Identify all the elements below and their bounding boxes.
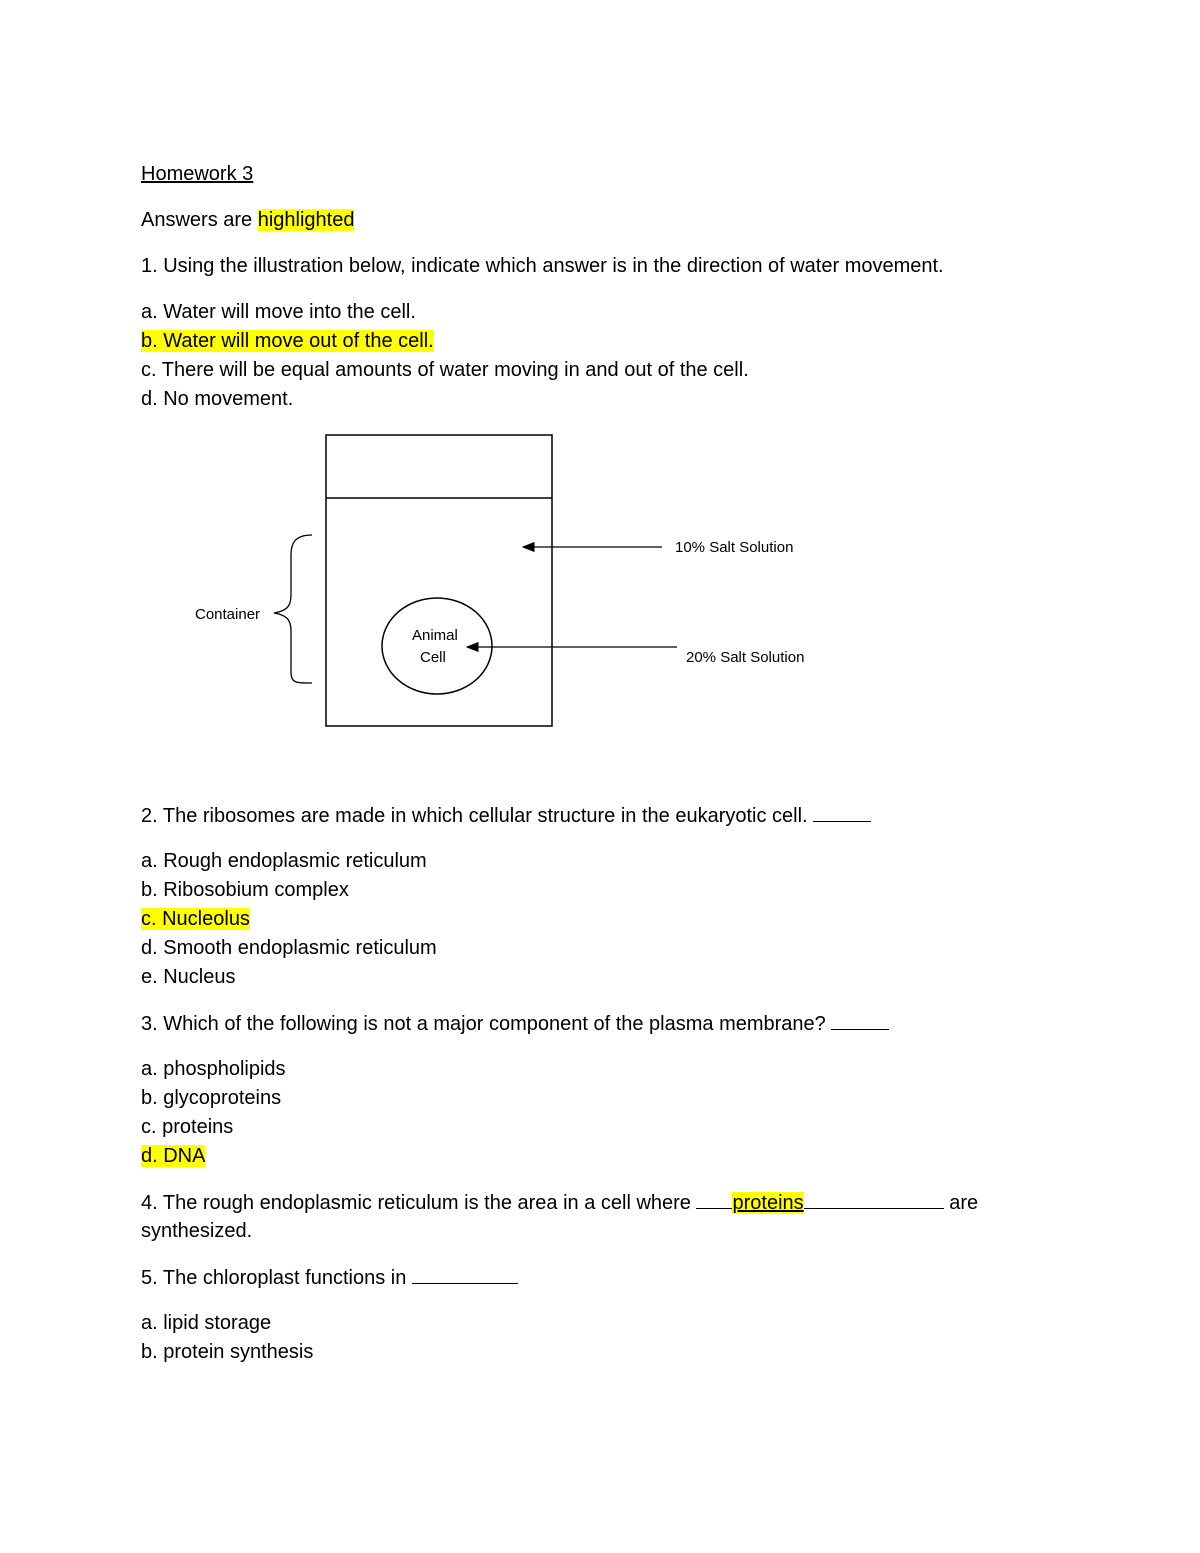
q1-option-c: c. There will be equal amounts of water moving in and out of the cell. xyxy=(141,359,749,381)
osmosis-diagram xyxy=(180,425,840,740)
question-2: 2. The ribosomes are made in which cellular structure in the eukaryotic cell. xyxy=(141,801,871,830)
q3-option-b: b. glycoproteins xyxy=(141,1087,282,1109)
question-1: 1. Using the illustration below, indicate which answer is in the direction of water movement. xyxy=(141,255,944,277)
cell-label-line1: Animal xyxy=(412,627,458,644)
inner-solution-label: 20% Salt Solution xyxy=(686,649,805,666)
q3-option-a: a. phospholipids xyxy=(141,1058,286,1080)
answer-blank xyxy=(813,801,871,822)
q3-answer-highlight: d. DNA xyxy=(141,1145,206,1167)
q5-option-b: b. protein synthesis xyxy=(141,1341,314,1363)
answers-note: Answers are highlighted xyxy=(141,209,355,231)
answer-blank xyxy=(412,1263,518,1284)
q3-option-c: c. proteins xyxy=(141,1116,234,1138)
q1-answer-highlight: b. Water will move out of the cell. xyxy=(141,330,434,352)
q2-answer-highlight: c. Nucleolus xyxy=(141,908,250,930)
q2-option-e: e. Nucleus xyxy=(141,966,236,988)
answer-blank xyxy=(831,1009,889,1030)
page-title: Homework 3 xyxy=(141,163,254,185)
q3-option-d xyxy=(141,1142,205,1170)
container-brace xyxy=(274,535,312,683)
q2-option-c xyxy=(141,905,250,933)
container-label: Container xyxy=(195,606,261,623)
q1-option-b xyxy=(141,327,434,355)
container-box xyxy=(326,435,552,726)
answer-blank xyxy=(804,1188,944,1209)
cell-label-line2: Cell xyxy=(420,649,446,666)
answers-note-highlight: highlighted xyxy=(257,209,355,231)
outer-solution-label: 10% Salt Solution xyxy=(675,539,794,556)
q2-option-d: d. Smooth endoplasmic reticulum xyxy=(141,937,437,959)
question-5: 5. The chloroplast functions in xyxy=(141,1263,518,1292)
q2-option-b: b. Ribosobium complex xyxy=(141,879,349,901)
question-4: 4. The rough endoplasmic reticulum is the area in a cell where proteins are xyxy=(141,1188,978,1217)
q4-answer-highlight: proteins xyxy=(732,1192,804,1214)
q2-option-a: a. Rough endoplasmic reticulum xyxy=(141,850,427,872)
answer-blank xyxy=(696,1188,732,1209)
question-4-continuation: synthesized. xyxy=(141,1220,253,1242)
question-3: 3. Which of the following is not a major component of the plasma membrane? xyxy=(141,1009,889,1038)
q5-option-a: a. lipid storage xyxy=(141,1312,272,1334)
animal-cell xyxy=(382,598,492,694)
q1-option-d: d. No movement. xyxy=(141,388,294,410)
q1-option-a: a. Water will move into the cell. xyxy=(141,301,416,323)
